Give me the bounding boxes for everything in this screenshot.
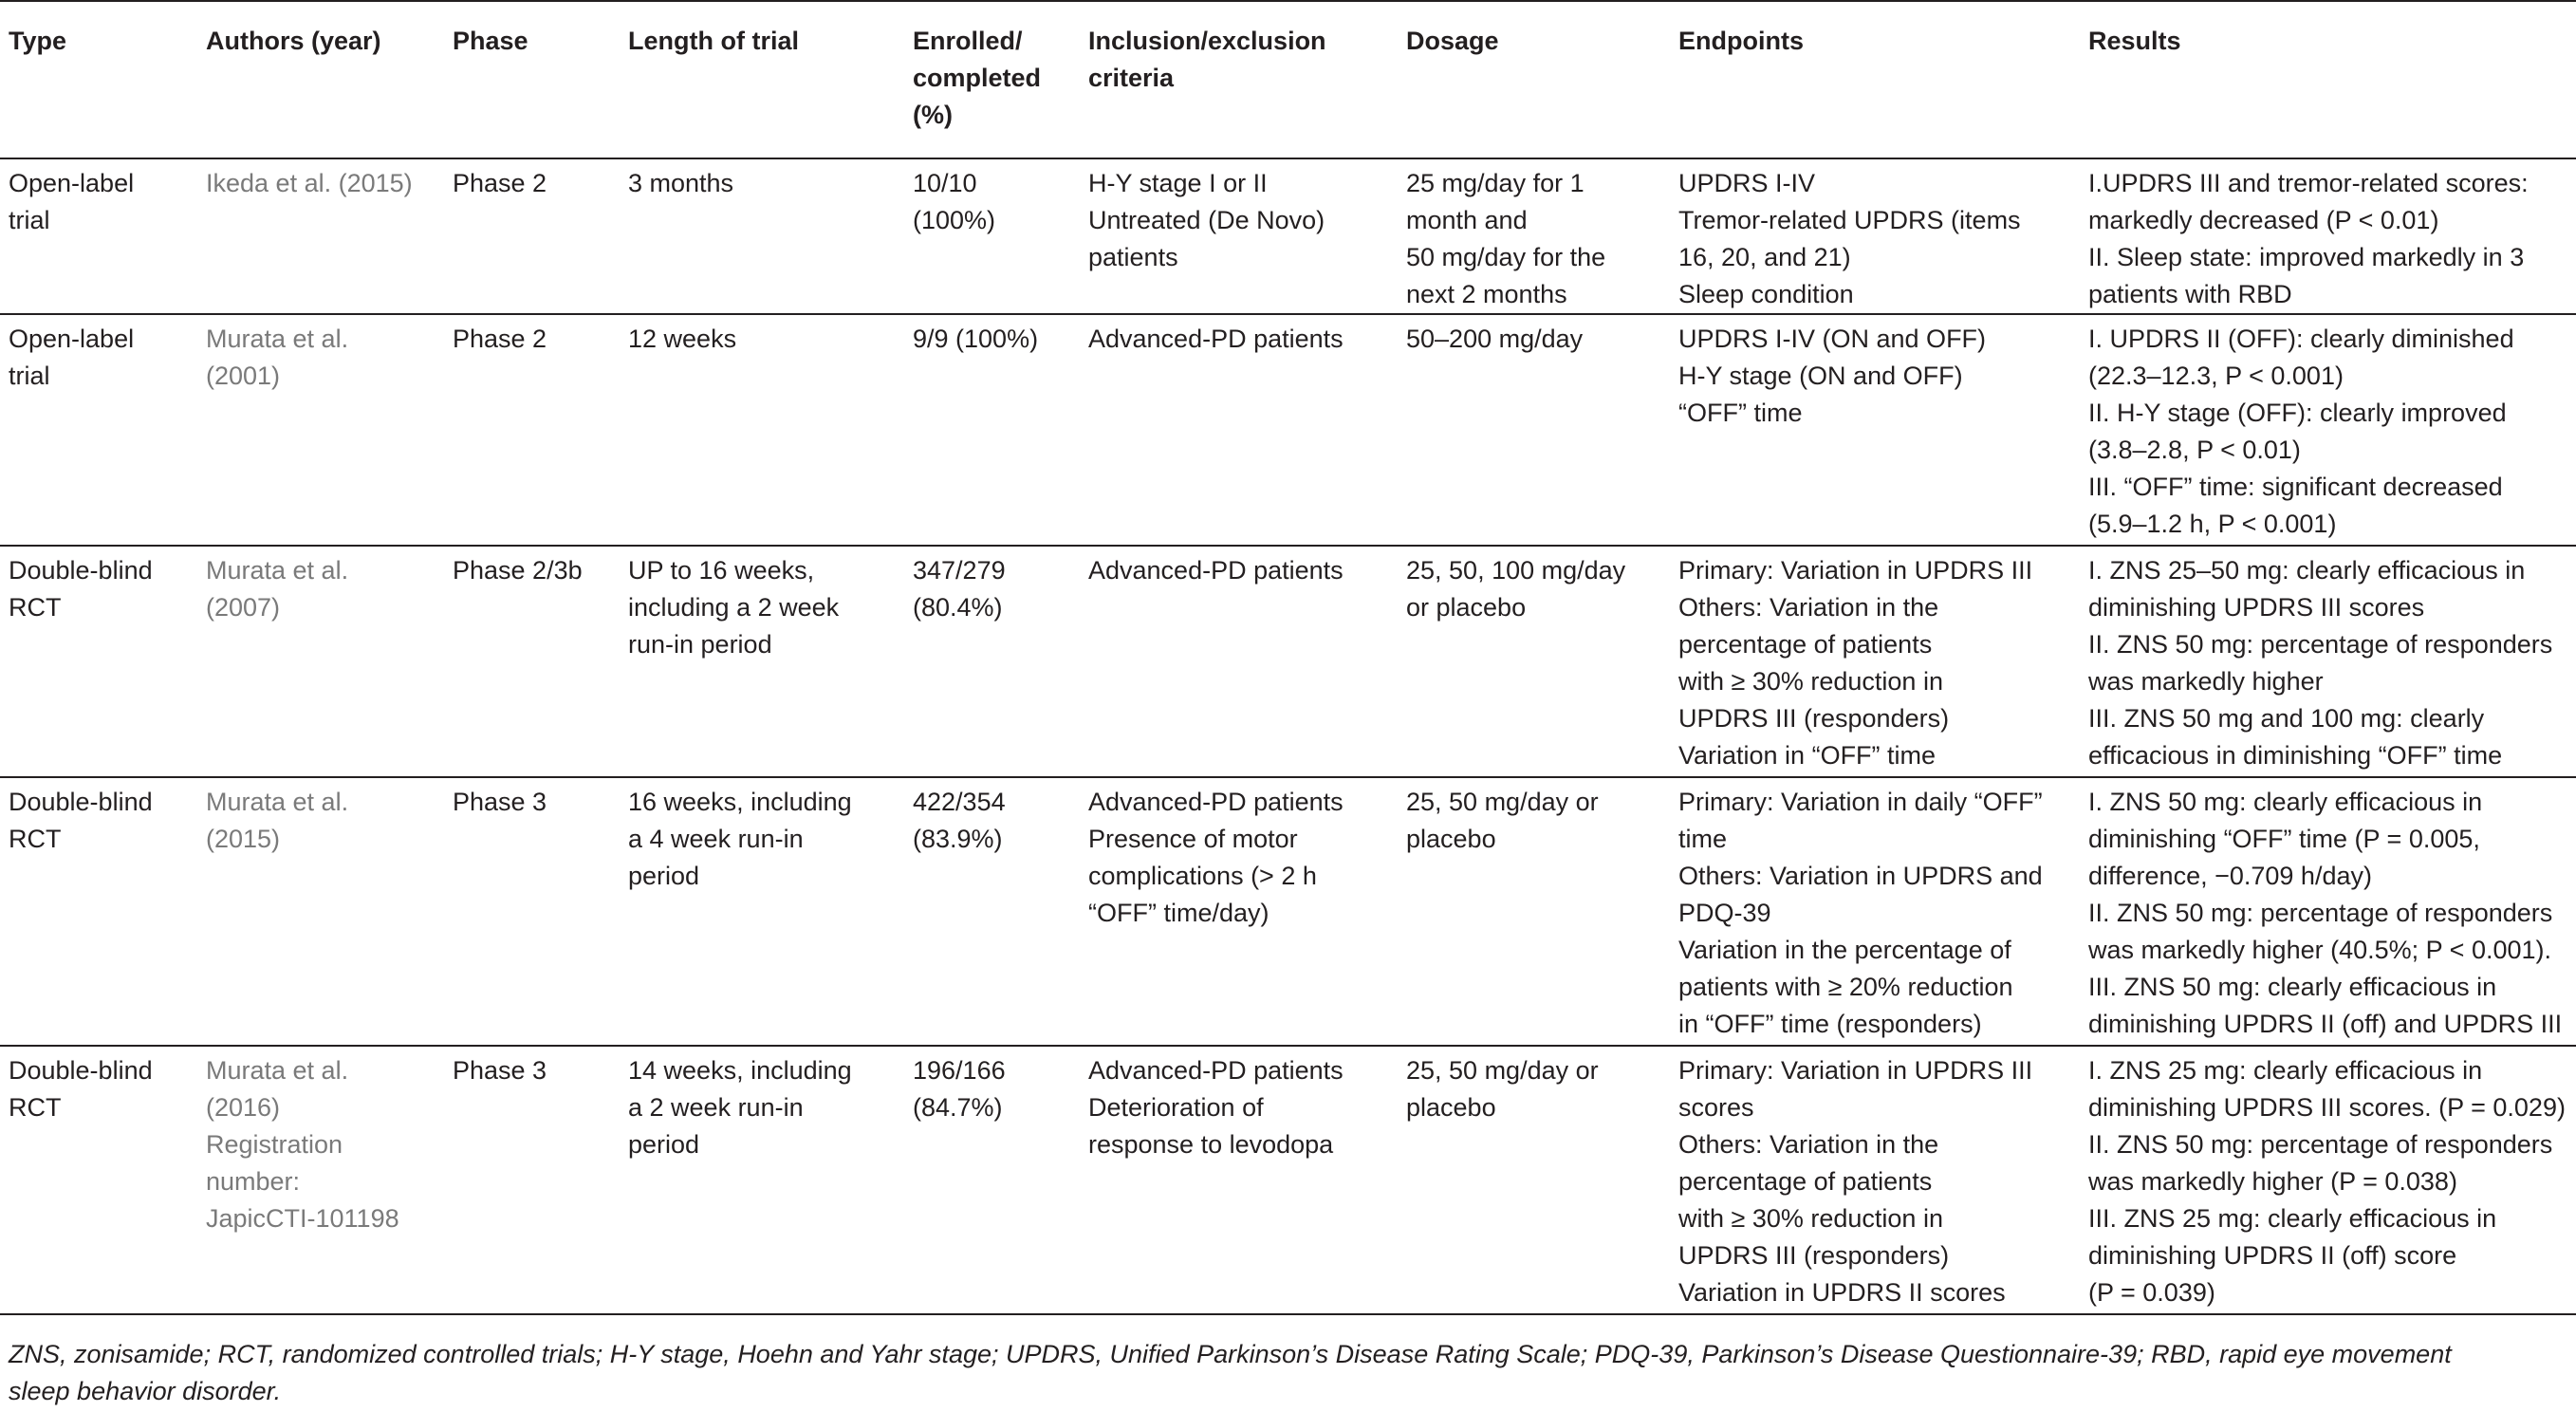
cell-endpoints [1670, 546, 2080, 777]
cell-length [620, 158, 904, 314]
cell-dosage-line: month and [1406, 206, 1528, 234]
cell-phase [444, 158, 620, 314]
cell-phase-line: Phase 2 [453, 325, 547, 353]
cell-criteria-line: Advanced-PD patients [1088, 556, 1344, 585]
cell-type-line: Open-label [9, 325, 135, 353]
cell-type-line: RCT [9, 593, 62, 622]
cell-results-line: I.UPDRS III and tremor-related scores: [2088, 169, 2529, 197]
cell-endpoints-line: with ≥ 30% reduction in [1678, 1204, 1943, 1233]
cell-results-line: III. ZNS 50 mg and 100 mg: clearly [2088, 704, 2485, 733]
cell-enrolled-line: 422/354 [913, 788, 1006, 816]
cell-endpoints-line: UPDRS I-IV [1678, 169, 1816, 197]
cell-criteria-line: Advanced-PD patients [1088, 788, 1344, 816]
cell-endpoints-line: percentage of patients [1678, 1167, 1933, 1196]
cell-type-line: Double-blind [9, 788, 153, 816]
cell-endpoints-line: UPDRS III (responders) [1678, 1241, 1950, 1270]
cell-dosage [1398, 314, 1670, 546]
cell-endpoints [1670, 314, 2080, 546]
cell-authors-line: Murata et al. [206, 1056, 349, 1085]
cell-results-line: I. ZNS 25–50 mg: clearly efficacious in [2088, 556, 2526, 585]
cell-authors-line: Ikeda et al. (2015) [206, 169, 413, 197]
cell-criteria-line: H-Y stage I or II [1088, 169, 1268, 197]
cell-length-line: including a 2 week [628, 593, 840, 622]
cell-type-line: RCT [9, 1093, 62, 1122]
cell-authors-line: number: [206, 1167, 301, 1196]
cell-phase-line: Phase 2/3b [453, 556, 583, 585]
cell-endpoints-line: with ≥ 30% reduction in [1678, 667, 1943, 696]
cell-phase-line: Phase 2 [453, 169, 547, 197]
cell-phase [444, 1046, 620, 1314]
cell-results-line: III. ZNS 25 mg: clearly efficacious in [2088, 1204, 2497, 1233]
cell-results-line: (22.3–12.3, P < 0.001) [2088, 362, 2344, 390]
cell-endpoints-line: 16, 20, and 21) [1678, 243, 1851, 271]
cell-criteria-line: Presence of motor [1088, 825, 1298, 853]
cell-dosage-line: 25, 50 mg/day or [1406, 1056, 1599, 1085]
cell-enrolled [904, 777, 1080, 1046]
cell-results-line: diminishing UPDRS III scores. (P = 0.029) [2088, 1093, 2566, 1122]
cell-authors-line: (2007) [206, 593, 281, 622]
cell-results-line: diminishing “OFF” time (P = 0.005, [2088, 825, 2480, 853]
cell-authors [197, 158, 444, 314]
cell-criteria-line: Advanced-PD patients [1088, 325, 1344, 353]
cell-criteria-line: response to levodopa [1088, 1130, 1334, 1159]
cell-enrolled-line: 10/10 [913, 169, 977, 197]
cell-enrolled [904, 1046, 1080, 1314]
cell-endpoints-line: Primary: Variation in daily “OFF” [1678, 788, 2043, 816]
cell-results-line: patients with RBD [2088, 280, 2292, 308]
cell-results-line: diminishing UPDRS II (off) score [2088, 1241, 2457, 1270]
cell-results-line: difference, −0.709 h/day) [2088, 862, 2372, 890]
cell-criteria [1080, 1046, 1398, 1314]
cell-authors-line: Murata et al. [206, 556, 349, 585]
cell-length [620, 546, 904, 777]
cell-results-line: was markedly higher [2088, 667, 2324, 696]
header-authors: Authors (year) [197, 1, 444, 158]
header-enrolled: Enrolled/ completed (%) [904, 1, 1080, 158]
cell-results-line: I. ZNS 50 mg: clearly efficacious in [2088, 788, 2483, 816]
cell-type [0, 314, 197, 546]
cell-authors [197, 546, 444, 777]
cell-dosage-line: placebo [1406, 1093, 1496, 1122]
cell-endpoints-line: Variation in the percentage of [1678, 936, 2011, 964]
table-row [0, 1046, 2576, 1314]
cell-results-line: (3.8–2.8, P < 0.01) [2088, 436, 2301, 464]
cell-dosage-line: placebo [1406, 825, 1496, 853]
table-row [0, 546, 2576, 777]
cell-results-line: II. ZNS 50 mg: percentage of responders [2088, 630, 2553, 659]
cell-endpoints [1670, 1046, 2080, 1314]
table-row [0, 314, 2576, 546]
cell-enrolled-line: (83.9%) [913, 825, 1003, 853]
cell-endpoints-line: Variation in UPDRS II scores [1678, 1278, 2006, 1307]
cell-endpoints [1670, 777, 2080, 1046]
cell-results-line: (5.9–1.2 h, P < 0.001) [2088, 510, 2337, 538]
cell-type [0, 1046, 197, 1314]
cell-authors [197, 777, 444, 1046]
cell-authors-line: Murata et al. [206, 325, 349, 353]
cell-criteria-line: Advanced-PD patients [1088, 1056, 1344, 1085]
cell-endpoints-line: PDQ-39 [1678, 899, 1771, 927]
cell-authors-line: (2016) [206, 1093, 281, 1122]
cell-criteria [1080, 314, 1398, 546]
cell-results-line: (P = 0.039) [2088, 1278, 2215, 1307]
cell-criteria-line: complications (> 2 h [1088, 862, 1317, 890]
cell-criteria-line: patients [1088, 243, 1178, 271]
cell-phase-line: Phase 3 [453, 1056, 547, 1085]
cell-enrolled [904, 158, 1080, 314]
cell-endpoints-line: in “OFF” time (responders) [1678, 1010, 1982, 1038]
cell-endpoints-line: Others: Variation in UPDRS and [1678, 862, 2043, 890]
cell-endpoints-line: patients with ≥ 20% reduction [1678, 973, 2013, 1001]
cell-type-line: trial [9, 206, 50, 234]
cell-criteria-line: Untreated (De Novo) [1088, 206, 1325, 234]
table-footnote: ZNS, zonisamide; RCT, randomized controlled trials; H-Y stage, Hoehn and Yahr stage; UPDRS, Unified Parkinson’s Disease Rating Scale; PDQ-39, Parkinson’s Disease Questionnaire-39; RBD, rapid eye movement sleep behavior disorder. [9, 1340, 2452, 1405]
cell-length-line: 3 months [628, 169, 734, 197]
cell-enrolled-line: 347/279 [913, 556, 1006, 585]
cell-enrolled-line: 9/9 (100%) [913, 325, 1039, 353]
cell-authors-line: (2001) [206, 362, 281, 390]
cell-dosage [1398, 1046, 1670, 1314]
cell-results [2080, 1046, 2576, 1314]
cell-results [2080, 314, 2576, 546]
cell-length-line: 12 weeks [628, 325, 737, 353]
cell-phase [444, 777, 620, 1046]
cell-type-line: RCT [9, 825, 62, 853]
cell-endpoints-line: Variation in “OFF” time [1678, 741, 1937, 770]
cell-results-line: diminishing UPDRS II (off) and UPDRS III [2088, 1010, 2563, 1038]
cell-type-line: Open-label [9, 169, 135, 197]
cell-endpoints-line: Primary: Variation in UPDRS III [1678, 556, 2033, 585]
cell-endpoints-line: time [1678, 825, 1728, 853]
header-row [0, 1, 2576, 158]
cell-authors-line: Registration [206, 1130, 343, 1159]
cell-dosage-line: or placebo [1406, 593, 1527, 622]
cell-type-line: Double-blind [9, 556, 153, 585]
cell-enrolled [904, 546, 1080, 777]
cell-authors [197, 1046, 444, 1314]
cell-type [0, 777, 197, 1046]
cell-dosage-line: 25, 50, 100 mg/day [1406, 556, 1626, 585]
cell-enrolled-line: 196/166 [913, 1056, 1006, 1085]
cell-results-line: III. ZNS 50 mg: clearly efficacious in [2088, 973, 2497, 1001]
cell-results-line: I. UPDRS II (OFF): clearly diminished [2088, 325, 2514, 353]
cell-results-line: I. ZNS 25 mg: clearly efficacious in [2088, 1056, 2483, 1085]
cell-results-line: markedly decreased (P < 0.01) [2088, 206, 2439, 234]
cell-criteria-line: Deterioration of [1088, 1093, 1264, 1122]
cell-endpoints [1670, 158, 2080, 314]
header-length: Length of trial [620, 1, 904, 158]
cell-enrolled-line: (80.4%) [913, 593, 1003, 622]
cell-length [620, 1046, 904, 1314]
cell-endpoints-line: UPDRS I-IV (ON and OFF) [1678, 325, 1987, 353]
cell-endpoints-line: H-Y stage (ON and OFF) [1678, 362, 1963, 390]
cell-results [2080, 777, 2576, 1046]
cell-type [0, 158, 197, 314]
cell-phase-line: Phase 3 [453, 788, 547, 816]
cell-length-line: period [628, 1130, 700, 1159]
cell-results-line: was markedly higher (40.5%; P < 0.001). [2088, 936, 2552, 964]
cell-type-line: Double-blind [9, 1056, 153, 1085]
cell-authors-line: Murata et al. [206, 788, 349, 816]
table-body [0, 158, 2576, 1314]
cell-authors [197, 314, 444, 546]
cell-endpoints-line: Others: Variation in the [1678, 1130, 1939, 1159]
cell-dosage-line: 50 mg/day for the [1406, 243, 1606, 271]
cell-results-line: II. ZNS 50 mg: percentage of responders [2088, 1130, 2553, 1159]
cell-enrolled-line: (100%) [913, 206, 996, 234]
cell-endpoints-line: Sleep condition [1678, 280, 1854, 308]
cell-dosage-line: 50–200 mg/day [1406, 325, 1584, 353]
cell-criteria-line: “OFF” time/day) [1088, 899, 1269, 927]
cell-length-line: period [628, 862, 700, 890]
cell-results-line: III. “OFF” time: significant decreased [2088, 473, 2503, 501]
cell-endpoints-line: Others: Variation in the [1678, 593, 1939, 622]
header-dosage: Dosage [1398, 1, 1670, 158]
cell-endpoints-line: “OFF” time [1678, 399, 1803, 427]
cell-enrolled-line: (84.7%) [913, 1093, 1003, 1122]
cell-phase [444, 314, 620, 546]
cell-dosage-line: next 2 months [1406, 280, 1567, 308]
cell-results-line: diminishing UPDRS III scores [2088, 593, 2425, 622]
cell-criteria [1080, 546, 1398, 777]
cell-length [620, 314, 904, 546]
header-criteria: Inclusion/exclusion criteria [1080, 1, 1398, 158]
cell-length-line: 16 weeks, including [628, 788, 852, 816]
header-endpoints: Endpoints [1670, 1, 2080, 158]
cell-results [2080, 546, 2576, 777]
cell-results-line: II. H-Y stage (OFF): clearly improved [2088, 399, 2507, 427]
cell-length-line: 14 weeks, including [628, 1056, 852, 1085]
cell-dosage [1398, 777, 1670, 1046]
cell-endpoints-line: Tremor-related UPDRS (items [1678, 206, 2021, 234]
cell-results [2080, 158, 2576, 314]
header-results: Results [2080, 1, 2576, 158]
cell-length [620, 777, 904, 1046]
cell-endpoints-line: scores [1678, 1093, 1754, 1122]
cell-type-line: trial [9, 362, 50, 390]
cell-length-line: a 4 week run-in [628, 825, 804, 853]
cell-authors-line: (2015) [206, 825, 281, 853]
cell-criteria [1080, 158, 1398, 314]
cell-endpoints-line: UPDRS III (responders) [1678, 704, 1950, 733]
cell-dosage [1398, 546, 1670, 777]
cell-dosage [1398, 158, 1670, 314]
cell-length-line: run-in period [628, 630, 772, 659]
cell-dosage-line: 25, 50 mg/day or [1406, 788, 1599, 816]
cell-type [0, 546, 197, 777]
cell-length-line: a 2 week run-in [628, 1093, 804, 1122]
cell-enrolled [904, 314, 1080, 546]
cell-criteria [1080, 777, 1398, 1046]
cell-results-line: II. Sleep state: improved markedly in 3 [2088, 243, 2525, 271]
header-phase: Phase [444, 1, 620, 158]
cell-length-line: UP to 16 weeks, [628, 556, 815, 585]
header-type: Type [0, 1, 197, 158]
cell-phase [444, 546, 620, 777]
cell-authors-line: JapicCTI-101198 [206, 1204, 399, 1233]
cell-results-line: was markedly higher (P = 0.038) [2088, 1167, 2457, 1196]
cell-results-line: II. ZNS 50 mg: percentage of responders [2088, 899, 2553, 927]
cell-endpoints-line: Primary: Variation in UPDRS III [1678, 1056, 2033, 1085]
cell-dosage-line: 25 mg/day for 1 [1406, 169, 1585, 197]
table-row [0, 158, 2576, 314]
cell-endpoints-line: percentage of patients [1678, 630, 1933, 659]
table-row [0, 777, 2576, 1046]
cell-results-line: efficacious in diminishing “OFF” time [2088, 741, 2503, 770]
